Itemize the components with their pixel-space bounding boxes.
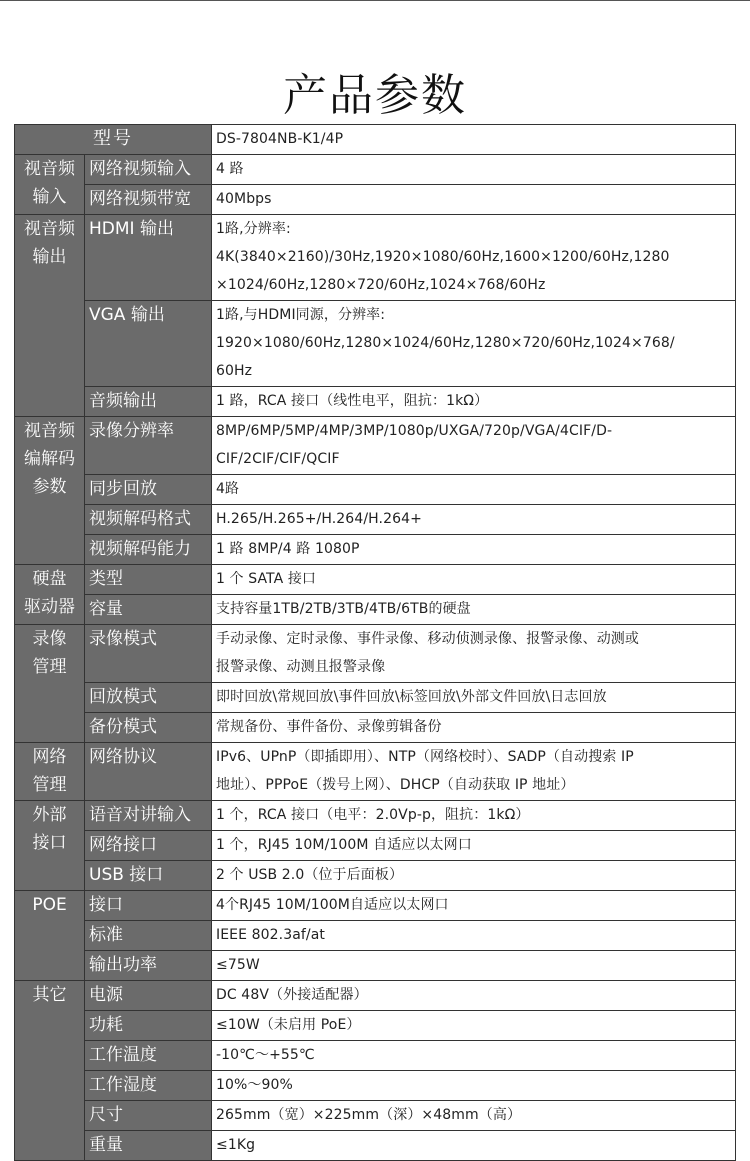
parameter-name: 接口 xyxy=(85,891,212,921)
spec-row xyxy=(15,861,736,891)
category-cell xyxy=(15,417,85,565)
category-cell xyxy=(15,743,85,801)
spec-row xyxy=(15,921,736,951)
model-value: DS-7804NB-K1/4P xyxy=(212,125,736,155)
value-line: 1 路，RCA 接口（线性电平，阻抗：1kΩ） xyxy=(216,393,489,409)
parameter-name: 同步回放 xyxy=(85,475,212,505)
spec-row xyxy=(15,387,736,417)
spec-row xyxy=(15,505,736,535)
parameter-name: 类型 xyxy=(85,565,212,595)
value-line: 1 个 SATA 接口 xyxy=(216,571,317,587)
category-cell xyxy=(15,625,85,743)
spec-row xyxy=(15,215,736,301)
value-line: -10℃～+55℃ xyxy=(216,1047,315,1063)
value-line: ×1024/60Hz,1280×720/60Hz,1024×768/60Hz xyxy=(216,277,546,293)
spec-row xyxy=(15,981,736,1011)
spec-row xyxy=(15,417,736,475)
value-line: 1 个，RJ45 10M/100M 自适应以太网口 xyxy=(216,837,472,853)
value-line: 1920×1080/60Hz,1280×1024/60Hz,1280×720/60Hz,1024×768/ xyxy=(216,335,675,351)
parameter-value xyxy=(212,921,736,951)
parameter-value xyxy=(212,1011,736,1041)
parameter-value xyxy=(212,683,736,713)
category-label: 编解码 xyxy=(24,449,75,469)
value-line: 报警录像、动测且报警录像 xyxy=(216,659,386,675)
parameter-value xyxy=(212,1131,736,1161)
value-line: 常规备份、事件备份、录像剪辑备份 xyxy=(216,719,442,735)
parameter-name: HDMI 输出 xyxy=(85,215,212,301)
spec-row xyxy=(15,301,736,387)
parameter-name: 网络视频带宽 xyxy=(85,185,212,215)
parameter-value xyxy=(212,801,736,831)
spec-row xyxy=(15,1041,736,1071)
parameter-name: 音频输出 xyxy=(85,387,212,417)
spec-row xyxy=(15,683,736,713)
parameter-value xyxy=(212,743,736,801)
value-line: 4K(3840×2160)/30Hz,1920×1080/60Hz,1600×1200/60Hz,1280 xyxy=(216,249,670,265)
value-line: 1路,分辨率: xyxy=(216,221,291,237)
value-line: 手动录像、定时录像、事件录像、移动侦测录像、报警录像、动测或 xyxy=(216,631,639,647)
spec-row xyxy=(15,155,736,185)
spec-row xyxy=(15,475,736,505)
category-cell xyxy=(15,981,85,1161)
parameter-name: 视频解码能力 xyxy=(85,535,212,565)
category-label: 视音频 xyxy=(24,219,75,239)
value-line: 10%～90% xyxy=(216,1077,293,1093)
parameter-value xyxy=(212,185,736,215)
spec-row xyxy=(15,713,736,743)
category-cell xyxy=(15,215,85,417)
parameter-value xyxy=(212,1071,736,1101)
parameter-value xyxy=(212,891,736,921)
parameter-value xyxy=(212,625,736,683)
value-line: 1 个，RCA 接口（电平：2.0Vp-p，阻抗：1kΩ） xyxy=(216,807,530,823)
value-line: ≤75W xyxy=(216,957,260,973)
parameter-value xyxy=(212,1041,736,1071)
value-line: 支持容量1TB/2TB/3TB/4TB/6TB的硬盘 xyxy=(216,601,471,617)
parameter-value xyxy=(212,505,736,535)
spec-row xyxy=(15,891,736,921)
parameter-name: 语音对讲输入 xyxy=(85,801,212,831)
value-line: CIF/2CIF/CIF/QCIF xyxy=(216,451,340,467)
value-line: ≤10W（未启用 PoE） xyxy=(216,1017,361,1033)
parameter-name: 工作湿度 xyxy=(85,1071,212,1101)
category-label: 视音频 xyxy=(24,421,75,441)
parameter-name: 回放模式 xyxy=(85,683,212,713)
model-label: 型号 xyxy=(15,125,212,155)
parameter-value xyxy=(212,981,736,1011)
parameter-name: 网络接口 xyxy=(85,831,212,861)
spec-row xyxy=(15,831,736,861)
category-cell xyxy=(15,801,85,891)
category-cell xyxy=(15,891,85,981)
category-label: 录像 xyxy=(32,629,67,649)
category-label: 硬盘 xyxy=(32,569,67,589)
value-line: 60Hz xyxy=(216,363,253,379)
spec-row xyxy=(15,595,736,625)
parameter-value xyxy=(212,1101,736,1131)
value-line: 4路 xyxy=(216,481,240,497)
value-line: 即时回放\常规回放\事件回放\标签回放\外部文件回放\日志回放 xyxy=(216,689,607,705)
parameter-value xyxy=(212,951,736,981)
value-line: 2 个 USB 2.0（位于后面板） xyxy=(216,867,404,883)
category-label: 管理 xyxy=(32,657,67,677)
value-line: 265mm（宽）×225mm（深）×48mm（高） xyxy=(216,1107,522,1123)
parameter-value xyxy=(212,861,736,891)
parameter-name: 录像模式 xyxy=(85,625,212,683)
parameter-name: 录像分辨率 xyxy=(85,417,212,475)
parameter-value xyxy=(212,595,736,625)
parameter-name: 输出功率 xyxy=(85,951,212,981)
value-line: 1路,与HDMI同源，分辨率: xyxy=(216,307,386,323)
category-label: 外部 xyxy=(32,805,67,825)
parameter-value xyxy=(212,713,736,743)
spec-row xyxy=(15,535,736,565)
value-line: 4个RJ45 10M/100M自适应以太网口 xyxy=(216,897,449,913)
category-label: 输出 xyxy=(32,247,67,267)
top-divider xyxy=(0,0,750,1)
page-title: 产品参数 xyxy=(283,70,467,122)
value-line: ≤1Kg xyxy=(216,1137,256,1153)
value-line: 8MP/6MP/5MP/4MP/3MP/1080p/UXGA/720p/VGA/4CIF/D- xyxy=(216,423,613,439)
parameter-name: 电源 xyxy=(85,981,212,1011)
spec-row xyxy=(15,185,736,215)
spec-row xyxy=(15,1131,736,1161)
category-label: POE xyxy=(32,895,67,915)
value-line: 1 路 8MP/4 路 1080P xyxy=(216,541,360,557)
category-label: 网络 xyxy=(32,747,67,767)
parameter-name: 容量 xyxy=(85,595,212,625)
model-row xyxy=(15,125,736,155)
category-cell xyxy=(15,565,85,625)
parameter-name: 尺寸 xyxy=(85,1101,212,1131)
parameter-value xyxy=(212,215,736,301)
spec-row xyxy=(15,1101,736,1131)
category-label: 驱动器 xyxy=(24,597,75,617)
spec-row xyxy=(15,625,736,683)
parameter-name: 重量 xyxy=(85,1131,212,1161)
value-line: 4 路 xyxy=(216,161,244,177)
parameter-value xyxy=(212,535,736,565)
parameter-value xyxy=(212,475,736,505)
spec-row xyxy=(15,951,736,981)
parameter-name: 工作温度 xyxy=(85,1041,212,1071)
parameter-value xyxy=(212,417,736,475)
spec-row xyxy=(15,1071,736,1101)
parameter-name: USB 接口 xyxy=(85,861,212,891)
category-cell xyxy=(15,155,85,215)
parameter-value xyxy=(212,831,736,861)
category-label: 参数 xyxy=(32,477,67,497)
category-label: 其它 xyxy=(32,985,67,1005)
value-line: DC 48V（外接适配器） xyxy=(216,987,368,1003)
parameter-value xyxy=(212,301,736,387)
category-label: 管理 xyxy=(32,775,67,795)
spec-row xyxy=(15,743,736,801)
parameter-value xyxy=(212,387,736,417)
spec-table xyxy=(14,124,736,1161)
spec-row xyxy=(15,565,736,595)
category-label: 输入 xyxy=(32,187,67,207)
parameter-name: 网络协议 xyxy=(85,743,212,801)
value-line: IPv6、UPnP（即插即用）、NTP（网络校时）、SADP（自动搜索 IP xyxy=(216,749,634,765)
parameter-name: 网络视频输入 xyxy=(85,155,212,185)
value-line: H.265/H.265+/H.264/H.264+ xyxy=(216,511,422,527)
spec-row xyxy=(15,1011,736,1041)
value-line: 地址）、PPPoE（拨号上网）、DHCP（自动获取 IP 地址） xyxy=(216,777,575,793)
parameter-name: 功耗 xyxy=(85,1011,212,1041)
parameter-name: 视频解码格式 xyxy=(85,505,212,535)
value-line: IEEE 802.3af/at xyxy=(216,927,325,943)
parameter-name: VGA 输出 xyxy=(85,301,212,387)
parameter-value xyxy=(212,565,736,595)
parameter-name: 标准 xyxy=(85,921,212,951)
spec-row xyxy=(15,801,736,831)
parameter-name: 备份模式 xyxy=(85,713,212,743)
category-label: 接口 xyxy=(32,833,67,853)
category-label: 视音频 xyxy=(24,159,75,179)
parameter-value xyxy=(212,155,736,185)
value-line: 40Mbps xyxy=(216,191,272,207)
